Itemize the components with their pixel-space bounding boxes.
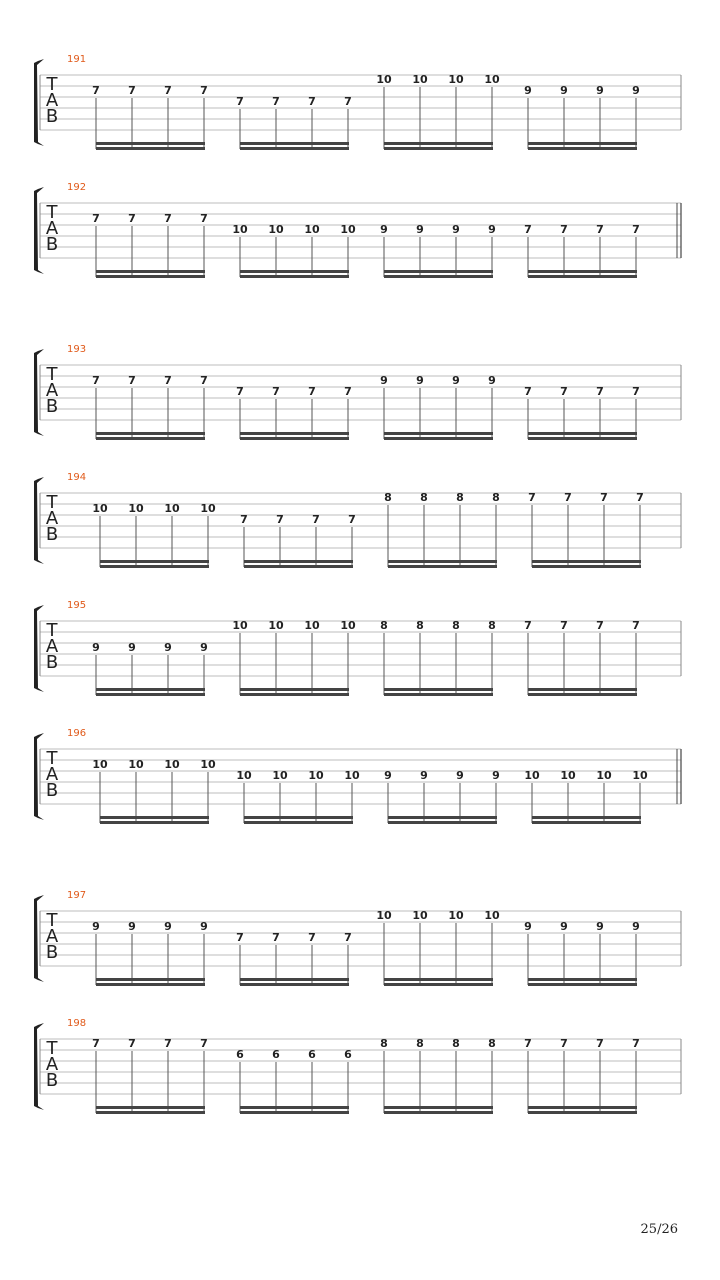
fret-number: 7 bbox=[200, 84, 208, 97]
tab-clef-letter: T bbox=[46, 492, 58, 513]
tab-clef-letter: T bbox=[46, 620, 58, 641]
beam bbox=[388, 565, 497, 568]
fret-number: 7 bbox=[240, 513, 248, 526]
fret-number: 7 bbox=[92, 212, 100, 225]
fret-number: 10 bbox=[128, 758, 144, 771]
tab-system bbox=[34, 728, 681, 824]
fret-number: 8 bbox=[492, 491, 500, 504]
fret-number: 9 bbox=[164, 641, 172, 654]
measure-number: 192 bbox=[67, 182, 87, 193]
fret-number: 8 bbox=[452, 1037, 460, 1050]
beam bbox=[100, 816, 209, 819]
fret-number: 7 bbox=[164, 84, 172, 97]
beam bbox=[528, 688, 637, 691]
fret-number: 7 bbox=[236, 931, 244, 944]
beam bbox=[96, 275, 205, 278]
beam bbox=[528, 275, 637, 278]
beam bbox=[528, 1111, 637, 1114]
tab-clef-letter: T bbox=[46, 748, 58, 769]
fret-number: 7 bbox=[128, 84, 136, 97]
tab-clef-letter: B bbox=[45, 942, 59, 963]
fret-number: 9 bbox=[488, 223, 496, 236]
fret-number: 7 bbox=[636, 491, 644, 504]
fret-number: 10 bbox=[268, 223, 284, 236]
fret-number: 10 bbox=[376, 73, 392, 86]
beam bbox=[96, 978, 205, 981]
fret-number: 9 bbox=[488, 374, 496, 387]
beam bbox=[388, 821, 497, 824]
fret-number: 9 bbox=[524, 84, 532, 97]
measure-number: 198 bbox=[67, 1018, 87, 1029]
beam bbox=[528, 147, 637, 150]
fret-number: 7 bbox=[524, 385, 532, 398]
fret-number: 7 bbox=[272, 95, 280, 108]
fret-number: 8 bbox=[488, 1037, 496, 1050]
fret-number: 9 bbox=[492, 769, 500, 782]
fret-number: 7 bbox=[128, 374, 136, 387]
beam bbox=[528, 270, 637, 273]
beam bbox=[96, 1106, 205, 1109]
fret-number: 9 bbox=[452, 223, 460, 236]
beam bbox=[240, 437, 349, 440]
fret-number: 7 bbox=[92, 1037, 100, 1050]
fret-number: 10 bbox=[448, 73, 464, 86]
fret-number: 10 bbox=[484, 909, 500, 922]
beam bbox=[532, 565, 641, 568]
fret-number: 6 bbox=[344, 1048, 352, 1061]
fret-number: 10 bbox=[232, 223, 248, 236]
fret-number: 9 bbox=[128, 920, 136, 933]
fret-number: 9 bbox=[456, 769, 464, 782]
fret-number: 9 bbox=[384, 769, 392, 782]
tab-clef-letter: B bbox=[45, 524, 59, 545]
beam bbox=[96, 270, 205, 273]
fret-number: 7 bbox=[344, 95, 352, 108]
beam bbox=[96, 147, 205, 150]
fret-number: 8 bbox=[380, 619, 388, 632]
beam bbox=[96, 432, 205, 435]
fret-number: 9 bbox=[416, 374, 424, 387]
fret-number: 10 bbox=[304, 619, 320, 632]
tab-system bbox=[34, 472, 681, 568]
fret-number: 7 bbox=[600, 491, 608, 504]
system-bracket bbox=[34, 349, 44, 436]
fret-number: 10 bbox=[236, 769, 252, 782]
tab-clef-letter: T bbox=[46, 1038, 58, 1059]
measure-number: 195 bbox=[67, 600, 87, 611]
fret-number: 10 bbox=[632, 769, 648, 782]
fret-number: 10 bbox=[376, 909, 392, 922]
fret-number: 9 bbox=[632, 84, 640, 97]
fret-number: 10 bbox=[560, 769, 576, 782]
beam bbox=[532, 816, 641, 819]
fret-number: 10 bbox=[412, 73, 428, 86]
beam bbox=[384, 978, 493, 981]
fret-number: 10 bbox=[128, 502, 144, 515]
measure-number: 196 bbox=[67, 728, 87, 739]
beam bbox=[240, 275, 349, 278]
beam bbox=[388, 560, 497, 563]
beam bbox=[244, 560, 353, 563]
fret-number: 7 bbox=[308, 931, 316, 944]
fret-number: 7 bbox=[560, 619, 568, 632]
fret-number: 6 bbox=[272, 1048, 280, 1061]
fret-number: 8 bbox=[384, 491, 392, 504]
fret-number: 7 bbox=[560, 1037, 568, 1050]
beam bbox=[384, 688, 493, 691]
beam bbox=[384, 437, 493, 440]
fret-number: 7 bbox=[596, 1037, 604, 1050]
page-number: 25/26 bbox=[640, 1222, 678, 1237]
beam bbox=[240, 432, 349, 435]
tab-system bbox=[34, 600, 681, 696]
tab-system bbox=[34, 1018, 681, 1114]
fret-number: 10 bbox=[412, 909, 428, 922]
beam bbox=[528, 693, 637, 696]
beam bbox=[240, 983, 349, 986]
tab-clef-letter: T bbox=[46, 202, 58, 223]
fret-number: 7 bbox=[348, 513, 356, 526]
fret-number: 10 bbox=[524, 769, 540, 782]
measure-number: 194 bbox=[67, 472, 87, 483]
tab-system bbox=[34, 890, 681, 986]
fret-number: 7 bbox=[524, 619, 532, 632]
beam bbox=[240, 1111, 349, 1114]
system-bracket bbox=[34, 477, 44, 564]
fret-number: 7 bbox=[528, 491, 536, 504]
fret-number: 10 bbox=[92, 758, 108, 771]
beam bbox=[96, 688, 205, 691]
beam bbox=[384, 147, 493, 150]
beam bbox=[384, 275, 493, 278]
measure-number: 191 bbox=[67, 54, 87, 65]
fret-number: 9 bbox=[560, 84, 568, 97]
tab-clef-letter: T bbox=[46, 74, 58, 95]
fret-number: 7 bbox=[596, 385, 604, 398]
beam bbox=[96, 1111, 205, 1114]
beam bbox=[388, 816, 497, 819]
fret-number: 9 bbox=[596, 920, 604, 933]
fret-number: 7 bbox=[344, 931, 352, 944]
fret-number: 10 bbox=[484, 73, 500, 86]
fret-number: 7 bbox=[524, 1037, 532, 1050]
fret-number: 10 bbox=[448, 909, 464, 922]
measure-number: 193 bbox=[67, 344, 87, 355]
fret-number: 7 bbox=[524, 223, 532, 236]
fret-number: 8 bbox=[488, 619, 496, 632]
beam bbox=[96, 437, 205, 440]
fret-number: 9 bbox=[524, 920, 532, 933]
tab-clef-letter: B bbox=[45, 652, 59, 673]
fret-number: 9 bbox=[380, 223, 388, 236]
system-bracket bbox=[34, 1023, 44, 1110]
tab-system bbox=[34, 344, 681, 440]
fret-number: 10 bbox=[272, 769, 288, 782]
fret-number: 7 bbox=[200, 212, 208, 225]
fret-number: 7 bbox=[164, 212, 172, 225]
tab-system bbox=[34, 54, 681, 150]
beam bbox=[96, 693, 205, 696]
beam bbox=[240, 142, 349, 145]
fret-number: 9 bbox=[92, 641, 100, 654]
fret-number: 7 bbox=[596, 619, 604, 632]
fret-number: 10 bbox=[344, 769, 360, 782]
beam bbox=[244, 816, 353, 819]
fret-number: 7 bbox=[272, 931, 280, 944]
fret-number: 8 bbox=[420, 491, 428, 504]
fret-number: 7 bbox=[560, 223, 568, 236]
fret-number: 7 bbox=[236, 95, 244, 108]
fret-number: 10 bbox=[164, 502, 180, 515]
fret-number: 7 bbox=[308, 95, 316, 108]
beam bbox=[240, 147, 349, 150]
fret-number: 7 bbox=[276, 513, 284, 526]
beam bbox=[100, 565, 209, 568]
fret-number: 7 bbox=[632, 619, 640, 632]
fret-number: 7 bbox=[596, 223, 604, 236]
fret-number: 9 bbox=[200, 920, 208, 933]
beam bbox=[528, 978, 637, 981]
fret-number: 9 bbox=[632, 920, 640, 933]
fret-number: 10 bbox=[596, 769, 612, 782]
fret-number: 7 bbox=[632, 1037, 640, 1050]
beam bbox=[100, 560, 209, 563]
fret-number: 8 bbox=[416, 1037, 424, 1050]
beam bbox=[528, 437, 637, 440]
tab-clef-letter: A bbox=[45, 764, 59, 785]
tab-clef-letter: A bbox=[45, 926, 59, 947]
tab-clef-letter: B bbox=[45, 106, 59, 127]
fret-number: 7 bbox=[236, 385, 244, 398]
tab-clef-letter: B bbox=[45, 396, 59, 417]
beam bbox=[384, 1106, 493, 1109]
fret-number: 10 bbox=[304, 223, 320, 236]
fret-number: 8 bbox=[456, 491, 464, 504]
tab-clef-letter: T bbox=[46, 364, 58, 385]
tab-system bbox=[34, 182, 681, 278]
fret-number: 7 bbox=[632, 385, 640, 398]
fret-number: 7 bbox=[164, 1037, 172, 1050]
beam bbox=[384, 270, 493, 273]
system-bracket bbox=[34, 605, 44, 692]
fret-number: 10 bbox=[340, 223, 356, 236]
beam bbox=[528, 1106, 637, 1109]
beam bbox=[240, 693, 349, 696]
beam bbox=[384, 142, 493, 145]
beam bbox=[384, 432, 493, 435]
system-bracket bbox=[34, 733, 44, 820]
fret-number: 7 bbox=[128, 1037, 136, 1050]
fret-number: 10 bbox=[164, 758, 180, 771]
system-bracket bbox=[34, 187, 44, 274]
fret-number: 10 bbox=[308, 769, 324, 782]
tab-clef-letter: T bbox=[46, 910, 58, 931]
fret-number: 7 bbox=[344, 385, 352, 398]
fret-number: 7 bbox=[128, 212, 136, 225]
fret-number: 9 bbox=[164, 920, 172, 933]
system-bracket bbox=[34, 59, 44, 146]
tab-clef-letter: B bbox=[45, 234, 59, 255]
tab-clef-letter: B bbox=[45, 780, 59, 801]
beam bbox=[528, 983, 637, 986]
beam bbox=[100, 821, 209, 824]
fret-number: 10 bbox=[232, 619, 248, 632]
measure-number: 197 bbox=[67, 890, 87, 901]
fret-number: 7 bbox=[272, 385, 280, 398]
fret-number: 9 bbox=[380, 374, 388, 387]
fret-number: 9 bbox=[416, 223, 424, 236]
fret-number: 7 bbox=[560, 385, 568, 398]
tab-clef-letter: A bbox=[45, 636, 59, 657]
beam bbox=[528, 432, 637, 435]
fret-number: 6 bbox=[308, 1048, 316, 1061]
system-bracket bbox=[34, 895, 44, 982]
fret-number: 7 bbox=[632, 223, 640, 236]
beam bbox=[384, 1111, 493, 1114]
beam bbox=[240, 978, 349, 981]
fret-number: 9 bbox=[560, 920, 568, 933]
fret-number: 10 bbox=[92, 502, 108, 515]
fret-number: 9 bbox=[128, 641, 136, 654]
fret-number: 9 bbox=[200, 641, 208, 654]
fret-number: 7 bbox=[164, 374, 172, 387]
beam bbox=[96, 142, 205, 145]
fret-number: 8 bbox=[416, 619, 424, 632]
fret-number: 9 bbox=[596, 84, 604, 97]
fret-number: 7 bbox=[564, 491, 572, 504]
fret-number: 9 bbox=[420, 769, 428, 782]
fret-number: 10 bbox=[200, 502, 216, 515]
beam bbox=[244, 565, 353, 568]
beam bbox=[244, 821, 353, 824]
fret-number: 8 bbox=[380, 1037, 388, 1050]
beam bbox=[528, 142, 637, 145]
fret-number: 7 bbox=[200, 1037, 208, 1050]
fret-number: 9 bbox=[452, 374, 460, 387]
tab-clef-letter: A bbox=[45, 380, 59, 401]
fret-number: 7 bbox=[92, 374, 100, 387]
beam bbox=[532, 821, 641, 824]
beam bbox=[240, 1106, 349, 1109]
fret-number: 10 bbox=[340, 619, 356, 632]
fret-number: 6 bbox=[236, 1048, 244, 1061]
tab-clef-letter: A bbox=[45, 1054, 59, 1075]
beam bbox=[532, 560, 641, 563]
beam bbox=[240, 688, 349, 691]
fret-number: 7 bbox=[92, 84, 100, 97]
beam bbox=[240, 270, 349, 273]
tab-clef-letter: B bbox=[45, 1070, 59, 1091]
tab-clef-letter: A bbox=[45, 218, 59, 239]
beam bbox=[384, 693, 493, 696]
tab-clef-letter: A bbox=[45, 508, 59, 529]
fret-number: 10 bbox=[268, 619, 284, 632]
fret-number: 9 bbox=[92, 920, 100, 933]
fret-number: 7 bbox=[308, 385, 316, 398]
fret-number: 10 bbox=[200, 758, 216, 771]
fret-number: 7 bbox=[312, 513, 320, 526]
fret-number: 7 bbox=[200, 374, 208, 387]
beam bbox=[384, 983, 493, 986]
tab-clef-letter: A bbox=[45, 90, 59, 111]
beam bbox=[96, 983, 205, 986]
fret-number: 8 bbox=[452, 619, 460, 632]
